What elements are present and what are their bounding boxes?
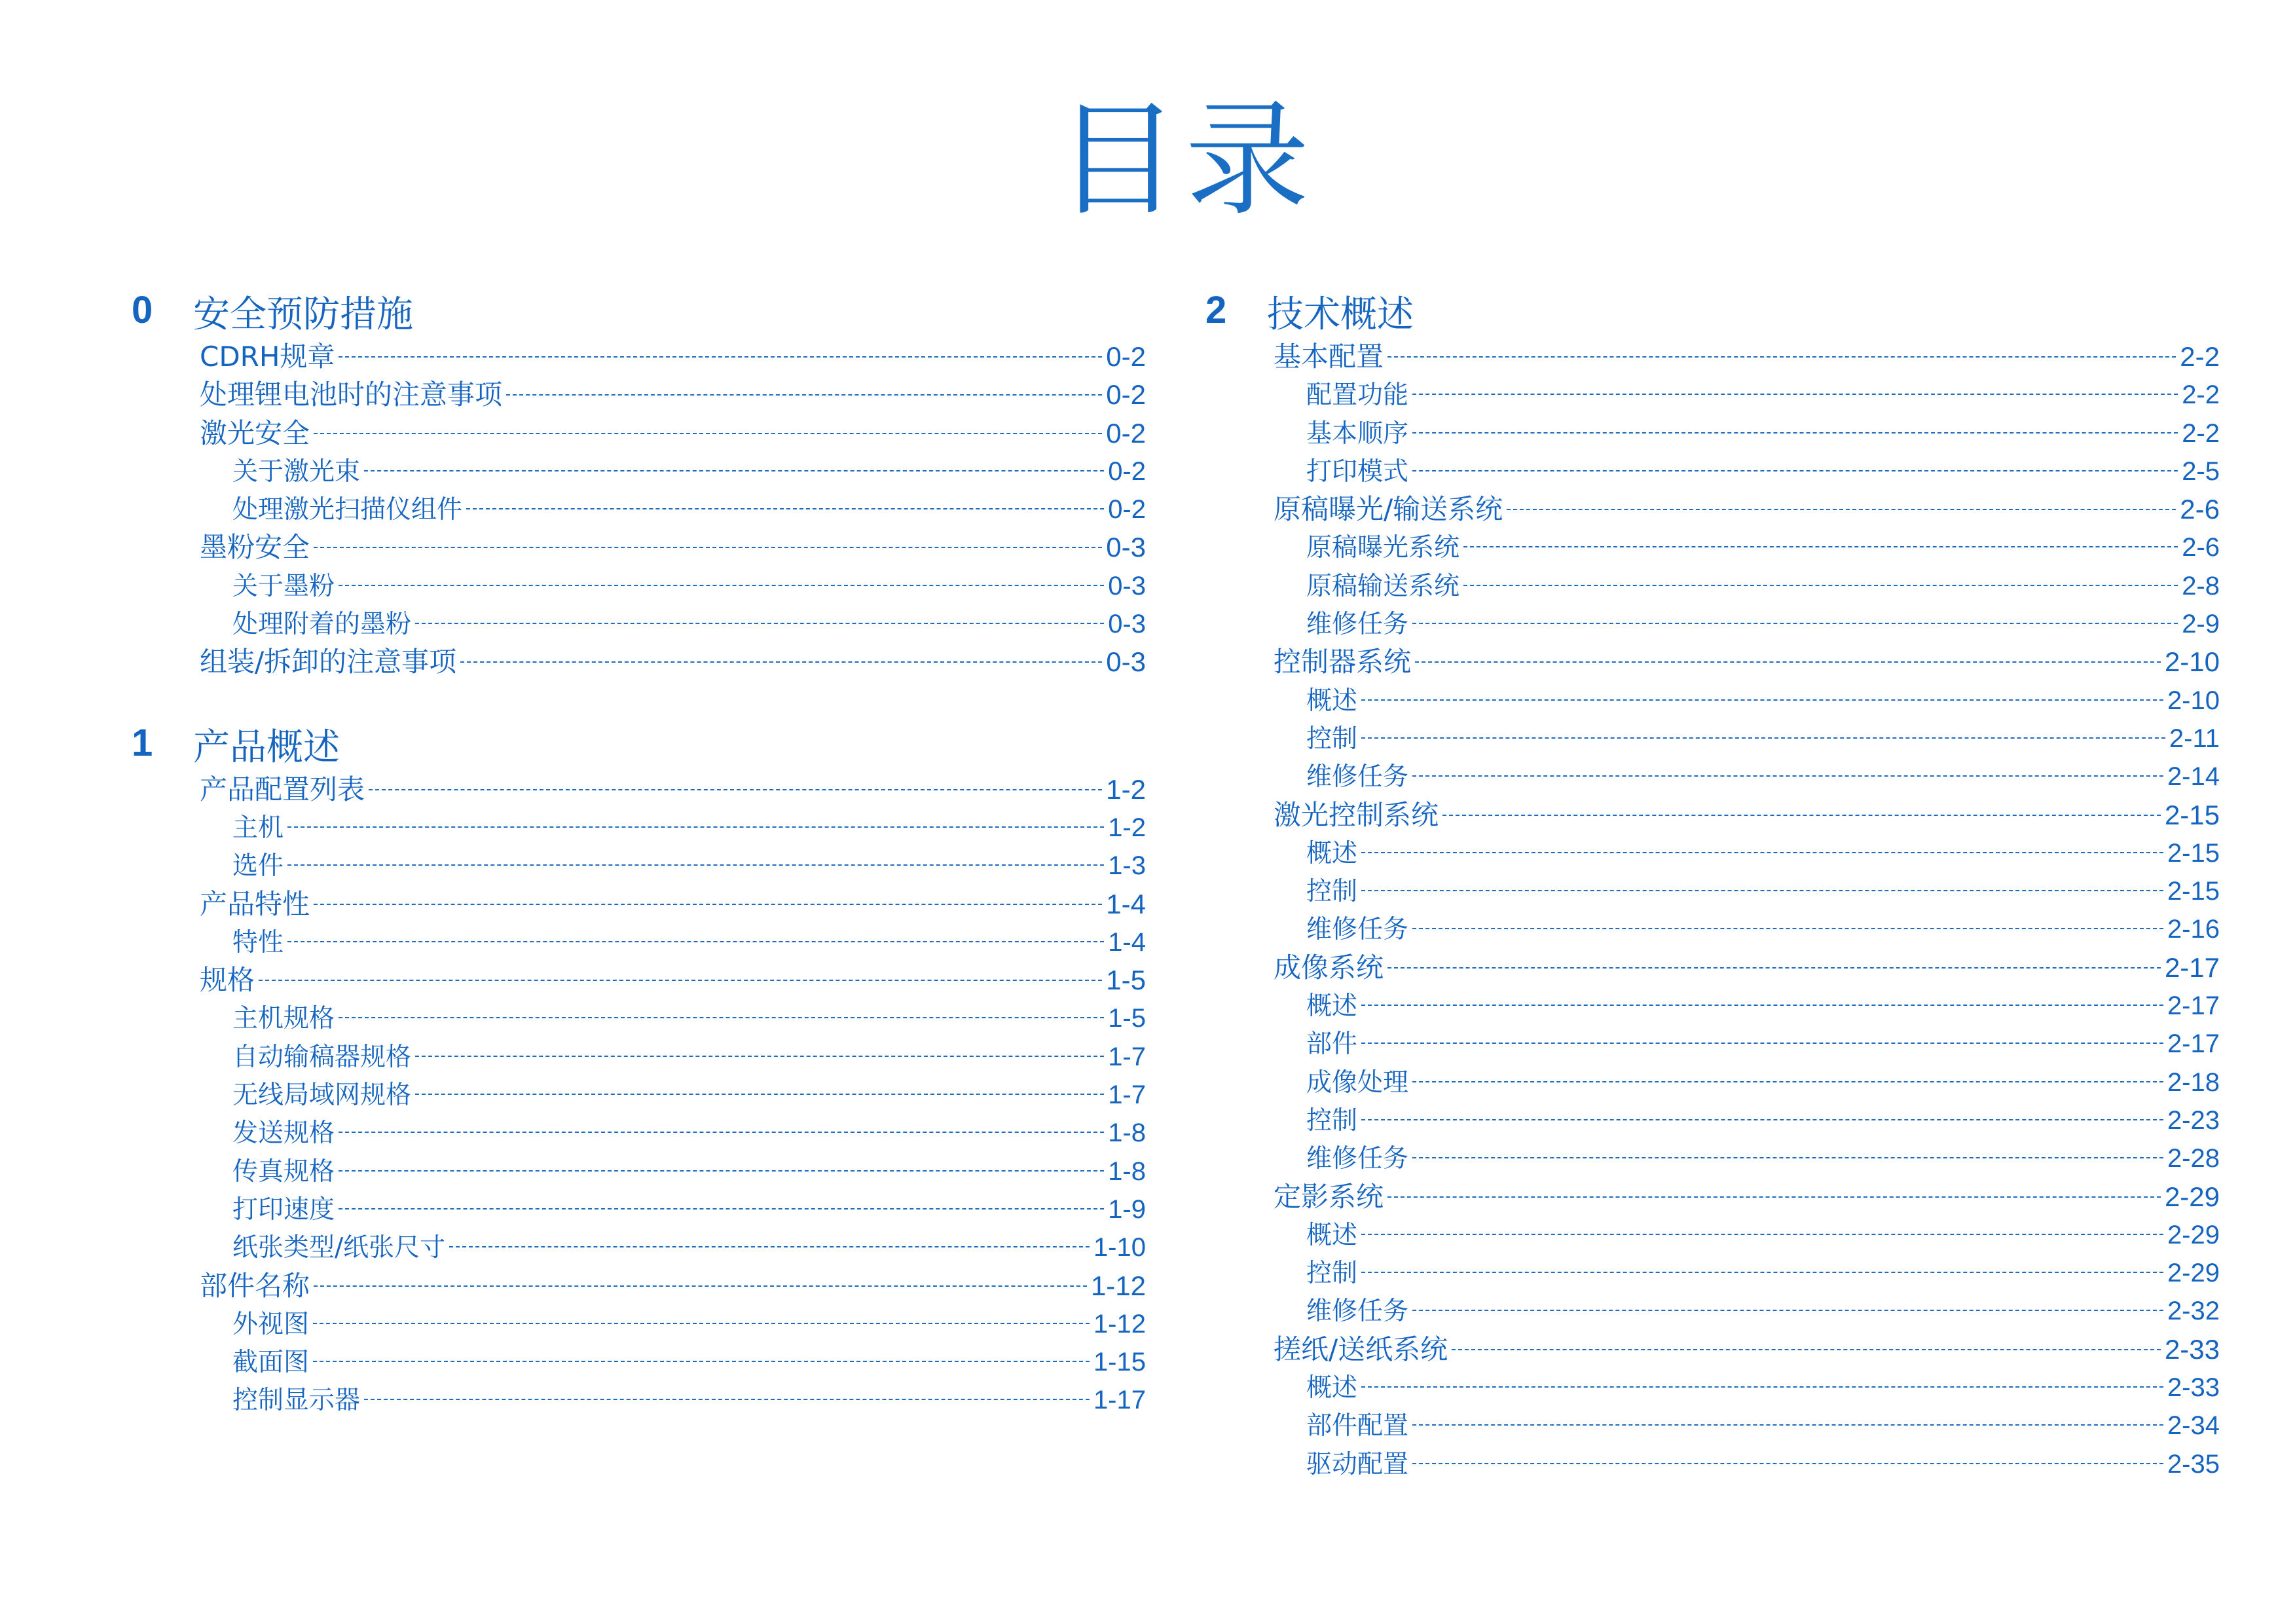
toc-entry-label: 产品配置列表 — [200, 773, 365, 805]
toc-entry-label: 成像处理 — [1306, 1067, 1409, 1098]
toc-page-number: 2-32 — [2167, 1297, 2220, 1326]
toc-page-number: 1-2 — [1106, 773, 1146, 805]
toc-section-entry[interactable] — [128, 338, 1146, 376]
dotted-leader — [1442, 815, 2161, 816]
toc-subsection-entry[interactable] — [128, 490, 1146, 528]
toc-page-number: 2-6 — [2182, 533, 2220, 563]
toc-entry-label: 外视图 — [232, 1309, 310, 1339]
toc-page-number: 2-10 — [2164, 646, 2220, 678]
toc-subsection-entry[interactable] — [128, 999, 1146, 1037]
dotted-leader — [1387, 967, 2161, 969]
toc-subsection-entry[interactable] — [1202, 1369, 2220, 1407]
toc-page-number: 2-11 — [2169, 724, 2220, 753]
toc-entry-label: 部件名称 — [200, 1269, 310, 1302]
toc-page-number: 0-2 — [1108, 495, 1146, 525]
toc-page-number: 2-33 — [2164, 1333, 2220, 1365]
toc-subsection-entry[interactable] — [128, 923, 1146, 961]
toc-page-number: 1-2 — [1108, 813, 1146, 842]
toc-page-number: 2-9 — [2182, 610, 2220, 639]
toc-entry-label: 截面图 — [232, 1348, 310, 1378]
toc-subsection-entry[interactable] — [1202, 910, 2220, 948]
toc-page-number: 2-15 — [2167, 877, 2220, 906]
dotted-leader — [1463, 546, 2178, 547]
toc-subsection-entry[interactable] — [1202, 1445, 2220, 1483]
toc-subsection-entry[interactable] — [128, 1343, 1146, 1381]
toc-entry-label: 原稿曝光系统 — [1306, 533, 1460, 563]
toc-section-entry[interactable] — [128, 415, 1146, 452]
toc-entry-label: 维修任务 — [1306, 1144, 1409, 1174]
dotted-leader — [1387, 1196, 2161, 1198]
dotted-leader — [364, 1399, 1090, 1400]
toc-entry-label: 部件配置 — [1306, 1411, 1409, 1441]
toc-subsection-entry[interactable] — [128, 1076, 1146, 1114]
toc-subsection-entry[interactable] — [128, 1114, 1146, 1152]
toc-page-number: 2-23 — [2167, 1105, 2220, 1135]
chapter-number: 2 — [1205, 289, 1227, 331]
toc-subsection-entry[interactable] — [128, 1228, 1146, 1266]
toc-entry-label: 维修任务 — [1306, 762, 1409, 792]
dotted-leader — [313, 1361, 1090, 1362]
dotted-leader — [339, 1170, 1104, 1172]
toc-page-number: 2-34 — [2167, 1411, 2220, 1441]
toc-subsection-entry[interactable] — [1202, 376, 2220, 414]
toc-section-entry[interactable] — [128, 771, 1146, 809]
toc-entry-label: 控制 — [1306, 877, 1358, 907]
toc-subsection-entry[interactable] — [128, 452, 1146, 490]
dotted-leader — [364, 470, 1104, 471]
toc-subsection-entry[interactable] — [1202, 528, 2220, 566]
toc-subsection-entry[interactable] — [1202, 1407, 2220, 1445]
toc-entry-label: 纸张类型/纸张尺寸 — [232, 1233, 446, 1263]
toc-entry-label: 产品特性 — [200, 887, 310, 920]
toc-subsection-entry[interactable] — [1202, 1139, 2220, 1177]
chapter-number: 0 — [132, 289, 153, 331]
dotted-leader — [1387, 356, 2176, 358]
toc-entry-label: 控制 — [1306, 724, 1358, 754]
dotted-leader — [339, 1017, 1104, 1018]
dotted-leader — [1463, 585, 2178, 586]
toc-page-number: 2-10 — [2167, 686, 2220, 715]
toc-entry-label: 基本配置 — [1274, 341, 1384, 373]
toc-page-number: 2-15 — [2164, 799, 2220, 830]
toc-subsection-entry[interactable] — [128, 567, 1146, 605]
toc-entry-label: 主机规格 — [232, 1004, 335, 1034]
toc-entry-label: 配置功能 — [1306, 380, 1409, 411]
toc-section-entry[interactable] — [1202, 796, 2220, 834]
toc-subsection-entry[interactable] — [1202, 567, 2220, 605]
dotted-leader — [506, 394, 1102, 396]
toc-entry-label: 概述 — [1306, 686, 1358, 716]
toc-page-number: 1-7 — [1108, 1080, 1146, 1110]
toc-entry-label: 搓纸/送纸系统 — [1274, 1333, 1448, 1365]
dotted-leader — [287, 826, 1104, 828]
toc-entry-label: 控制 — [1306, 1105, 1358, 1135]
toc-section-entry[interactable] — [1202, 1331, 2220, 1369]
dotted-leader — [339, 356, 1102, 358]
toc-entry-label: 组装/拆卸的注意事项 — [200, 646, 457, 678]
toc-page-number: 1-5 — [1106, 965, 1146, 996]
toc-entry-label: 原稿曝光/输送系统 — [1274, 493, 1503, 526]
toc-subsection-entry[interactable] — [128, 1381, 1146, 1419]
toc-page-number: 2-35 — [2167, 1449, 2220, 1479]
toc-page-number: 1-15 — [1093, 1348, 1146, 1377]
toc-page-number: 2-29 — [2164, 1181, 2220, 1212]
dotted-leader — [1361, 1119, 2163, 1120]
toc-section-entry[interactable] — [128, 643, 1146, 681]
toc-subsection-entry[interactable] — [1202, 872, 2220, 910]
toc-subsection-entry[interactable] — [1202, 415, 2220, 452]
dotted-leader — [1361, 737, 2165, 739]
chapter-heading — [128, 713, 1146, 771]
toc-page-number: 0-3 — [1106, 532, 1146, 563]
dotted-leader — [1361, 1272, 2163, 1273]
dotted-leader — [314, 1285, 1087, 1287]
toc-subsection-entry[interactable] — [1202, 1216, 2220, 1254]
toc-entry-label: 自动输稿器规格 — [232, 1042, 412, 1072]
toc-page-number: 2-5 — [2182, 456, 2220, 486]
chapter-heading — [128, 280, 1146, 338]
toc-section-entry[interactable] — [128, 1267, 1146, 1305]
dotted-leader — [415, 623, 1104, 624]
dotted-leader — [1361, 890, 2163, 891]
toc-entry-label: 维修任务 — [1306, 1297, 1409, 1327]
toc-section-entry[interactable] — [128, 961, 1146, 999]
toc-entry-label: 传真规格 — [232, 1156, 335, 1187]
toc-page-number: 1-4 — [1106, 888, 1146, 919]
dotted-leader — [1361, 852, 2163, 853]
toc-page-number: 1-8 — [1108, 1118, 1146, 1148]
toc-subsection-entry[interactable] — [1202, 758, 2220, 796]
dotted-leader — [339, 1208, 1104, 1209]
toc-page-number: 1-7 — [1108, 1042, 1146, 1071]
toc-entry-label: 成像系统 — [1274, 951, 1384, 984]
toc-page-number: 0-2 — [1106, 379, 1146, 411]
toc-entry-label: 部件 — [1306, 1029, 1358, 1060]
toc-subsection-entry[interactable] — [128, 1038, 1146, 1076]
dotted-leader — [339, 585, 1104, 586]
toc-page-number: 2-16 — [2167, 915, 2220, 944]
dotted-leader — [1412, 1157, 2163, 1158]
dotted-leader — [1412, 1424, 2163, 1426]
toc-subsection-entry[interactable] — [128, 847, 1146, 885]
toc-entry-label: 原稿输送系统 — [1306, 571, 1460, 601]
dotted-leader — [287, 864, 1104, 866]
toc-entry-label: 控制显示器 — [232, 1386, 361, 1416]
toc-entry-label: 处理附着的墨粉 — [232, 610, 412, 640]
toc-page-number: 1-17 — [1093, 1386, 1146, 1415]
toc-page-number: 0-2 — [1106, 417, 1146, 449]
dotted-leader — [1452, 1349, 2161, 1350]
dotted-leader — [314, 433, 1102, 434]
toc-subsection-entry[interactable] — [1202, 452, 2220, 490]
dotted-leader — [1412, 775, 2163, 777]
dotted-leader — [449, 1246, 1090, 1247]
toc-subsection-entry[interactable] — [1202, 1254, 2220, 1292]
dotted-leader — [1412, 928, 2163, 929]
toc-entry-label: 打印速度 — [232, 1194, 335, 1225]
toc-page-number: 2-18 — [2167, 1067, 2220, 1097]
toc-entry-label: 发送规格 — [232, 1118, 335, 1149]
toc-page-number: 2-29 — [2167, 1220, 2220, 1249]
toc-entry-label: 激光控制系统 — [1274, 798, 1439, 831]
toc-entry-label: 定影系统 — [1274, 1180, 1384, 1213]
dotted-leader — [1361, 1234, 2163, 1235]
dotted-leader — [1412, 432, 2178, 434]
toc-page-number: 1-5 — [1108, 1004, 1146, 1033]
toc-entry-label: 概述 — [1306, 1373, 1358, 1403]
dotted-leader — [1361, 1043, 2163, 1044]
toc-page-number: 2-17 — [2167, 1029, 2220, 1059]
toc-page-number: 2-17 — [2167, 991, 2220, 1021]
toc-entry-label: 基本顺序 — [1306, 418, 1409, 449]
toc-page-number: 1-12 — [1093, 1309, 1146, 1338]
dotted-leader — [259, 980, 1102, 981]
toc-page-number: 2-29 — [2167, 1259, 2220, 1288]
toc-entry-label: 主机 — [232, 813, 284, 843]
toc-section-entry[interactable] — [1202, 1178, 2220, 1216]
toc-entry-label: 概述 — [1306, 991, 1358, 1022]
toc-page-number: 2-14 — [2167, 762, 2220, 792]
toc-page-number: 1-4 — [1108, 927, 1146, 957]
chapter-title: 安全预防措施 — [193, 293, 413, 336]
toc-entry-label: 概述 — [1306, 1220, 1358, 1250]
toc-page-number: 1-10 — [1093, 1233, 1146, 1263]
toc-subsection-entry[interactable] — [1202, 720, 2220, 758]
chapter-number: 1 — [132, 721, 153, 764]
toc-column-right — [1202, 280, 2220, 1483]
toc-page-number: 2-15 — [2167, 838, 2220, 868]
toc-section-entry[interactable] — [1202, 490, 2220, 528]
toc-page-number: 0-3 — [1108, 610, 1146, 639]
toc-subsection-entry[interactable] — [128, 605, 1146, 643]
dotted-leader — [1361, 1386, 2163, 1388]
toc-section-entry[interactable] — [128, 376, 1146, 414]
toc-entry-label: 驱动配置 — [1306, 1449, 1409, 1479]
toc-subsection-entry[interactable] — [128, 809, 1146, 847]
toc-subsection-entry[interactable] — [128, 1153, 1146, 1190]
toc-subsection-entry[interactable] — [128, 1190, 1146, 1228]
toc-entry-label: 打印模式 — [1306, 456, 1409, 487]
toc-page-number: 2-6 — [2180, 494, 2220, 525]
toc-subsection-entry[interactable] — [1202, 682, 2220, 720]
dotted-leader — [1412, 470, 2178, 471]
toc-entry-label: 处理锂电池时的注意事项 — [200, 378, 503, 411]
toc-subsection-entry[interactable] — [1202, 1292, 2220, 1330]
toc-subsection-entry[interactable] — [1202, 987, 2220, 1025]
dotted-leader — [339, 1132, 1104, 1133]
toc-entry-label: 处理激光扫描仪组件 — [232, 495, 463, 525]
toc-entry-label: 控制器系统 — [1274, 646, 1412, 678]
toc-section-entry[interactable] — [128, 885, 1146, 923]
toc-subsection-entry[interactable] — [1202, 834, 2220, 872]
toc-section-entry[interactable] — [128, 528, 1146, 566]
dotted-leader — [1412, 1081, 2163, 1082]
chapter-title: 技术概述 — [1267, 293, 1414, 336]
toc-section-entry[interactable] — [1202, 949, 2220, 987]
chapter-title: 产品概述 — [193, 726, 340, 769]
toc-entry-label: 墨粉安全 — [200, 531, 310, 564]
toc-page-number: 2-33 — [2167, 1373, 2220, 1403]
dotted-leader — [1507, 509, 2176, 510]
dotted-leader — [287, 941, 1104, 942]
toc-subsection-entry[interactable] — [1202, 1101, 2220, 1139]
toc-page-number: 2-8 — [2182, 571, 2220, 600]
dotted-leader — [313, 1323, 1090, 1324]
dotted-leader — [1412, 394, 2178, 395]
toc-entry-label: 无线局域网规格 — [232, 1080, 412, 1111]
dotted-leader — [460, 661, 1102, 663]
toc-page-number: 1-12 — [1090, 1270, 1146, 1301]
toc-entry-label: 控制 — [1306, 1259, 1358, 1289]
toc-page-number: 2-2 — [2182, 418, 2220, 448]
toc-page-number: 2-28 — [2167, 1144, 2220, 1173]
toc-subsection-entry[interactable] — [1202, 1063, 2220, 1101]
dotted-leader — [1412, 1463, 2163, 1464]
toc-entry-label: 选件 — [232, 851, 284, 881]
toc-entry-label: 概述 — [1306, 838, 1358, 868]
toc-entry-label: 激光安全 — [200, 416, 310, 449]
dotted-leader — [415, 1094, 1104, 1095]
toc-entry-label: 关于墨粉 — [232, 571, 335, 601]
dotted-leader — [1412, 623, 2178, 624]
toc-section-entry[interactable] — [1202, 338, 2220, 376]
toc-page-number: 0-3 — [1106, 646, 1146, 678]
dotted-leader — [1361, 1005, 2163, 1006]
dotted-leader — [1415, 661, 2161, 663]
chapter-heading — [1202, 280, 2220, 338]
toc-entry-label: 维修任务 — [1306, 610, 1409, 640]
page-title: 目录 — [1055, 88, 1315, 232]
toc-page-number: 1-8 — [1108, 1156, 1146, 1186]
toc-page-number: 2-17 — [2164, 951, 2220, 983]
toc-page-number: 0-3 — [1108, 571, 1146, 600]
toc-entry-label: 关于激光束 — [232, 456, 361, 487]
dotted-leader — [1412, 1310, 2163, 1311]
toc-subsection-entry[interactable] — [1202, 605, 2220, 643]
toc-section-entry[interactable] — [1202, 643, 2220, 681]
toc-page-number: 2-2 — [2182, 380, 2220, 410]
toc-page-number: 2-2 — [2180, 341, 2220, 372]
toc-entry-label: 维修任务 — [1306, 915, 1409, 945]
toc-subsection-entry[interactable] — [1202, 1025, 2220, 1063]
dotted-leader — [415, 1056, 1104, 1057]
toc-column-left — [128, 280, 1146, 1420]
chapter-spacer — [128, 682, 1146, 713]
dotted-leader — [466, 508, 1104, 509]
toc-entry-label: CDRH规章 — [200, 341, 335, 373]
toc-entry-label: 特性 — [232, 927, 284, 957]
dotted-leader — [314, 904, 1102, 905]
toc-subsection-entry[interactable] — [128, 1305, 1146, 1343]
toc-page-number: 0-2 — [1108, 456, 1146, 486]
toc-page-number: 1-9 — [1108, 1194, 1146, 1224]
dotted-leader — [369, 789, 1102, 790]
dotted-leader — [1361, 699, 2163, 701]
toc-entry-label: 规格 — [200, 964, 255, 997]
toc-page-number: 0-2 — [1106, 341, 1146, 372]
dotted-leader — [314, 547, 1102, 548]
toc-page-number: 1-3 — [1108, 851, 1146, 881]
